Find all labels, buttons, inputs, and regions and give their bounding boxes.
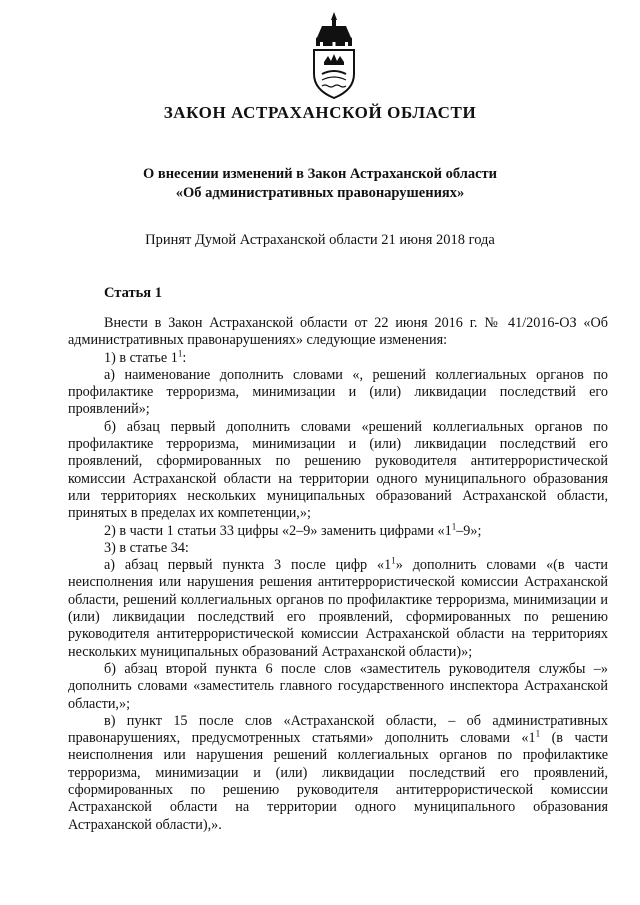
paragraph-text: » дополнить словами «(в части неисполнения или нарушения решения антитеррористической комиссии Астраханской области, решений коллегиальных органов по профилактике терроризма, минимизации и (или) ликвидации последствий его проявлений, сформированных по решению руководителя антитеррористической комиссии Астраханской области на территориях нескольких муниципальных образований Астраханской области)»;: [68, 557, 608, 660]
paragraph-text: а) наименование дополнить словами «, решений коллегиальных органов по профилактике терроризма, минимизации и (или) ликвидации последствий его проявлений»;: [68, 366, 608, 418]
body-paragraph: [68, 367, 608, 419]
body-paragraph: [68, 557, 608, 661]
paragraph-text: –9»;: [456, 522, 482, 539]
paragraph-text: (в части неисполнения или нарушения решений коллегиальных органов по профилактике терроризма, минимизации и (или) ликвидации последствий его проявлений, сформированных по решению руководителя антитеррористической комиссии Астраханской области на территории одного муниципального образования Астраханской области),».: [68, 730, 608, 833]
paragraph-text: 1) в статье 1: [104, 349, 178, 366]
adoption-note: Принят Думой Астраханской области 21 июня 2018 года: [145, 232, 495, 248]
superscript: 1: [535, 728, 541, 739]
paragraph-text: 2) в части 1 статьи 33 цифры «2–9» заменить цифрами «1: [104, 522, 452, 539]
body-paragraph: [68, 315, 608, 350]
paragraph-text: а) абзац первый пункта 3 после цифр «1: [104, 557, 392, 574]
body-paragraph: [68, 713, 608, 834]
paragraph-text: 3) в статье 34:: [104, 539, 189, 556]
paragraph-text: б) абзац второй пункта 6 после слов «заместитель руководителя службы –» дополнить словами «заместитель главного государственного инспектора Астраханской области,»;: [68, 660, 608, 712]
body-paragraph: [68, 520, 608, 540]
paragraph-text: :: [182, 349, 187, 366]
subtitle-line-2: «Об административных правонарушениях»: [175, 185, 465, 201]
superscript: 1: [177, 347, 183, 358]
paragraph-text: в) пункт 15 после слов «Астраханской области, – об административных правонарушениях, предусмотренных статьями» дополнить словами «1: [68, 712, 608, 747]
paragraph-text: б) абзац первый дополнить словами «решений коллегиальных органов по профилактике терроризма, минимизации и (или) ликвидации последствий его проявлений, сформированных по решению руководителя антитеррористической комиссии Астраханской области на территории одного муниципального образования или территориях нескольких муниципальных образований Астраханской области, принятых в пределах их компетенции,»;: [68, 418, 608, 522]
article-heading: Статья 1: [104, 285, 162, 301]
subtitle-line-1: О внесении изменений в Закон Астраханской области: [142, 166, 498, 182]
paragraph-text: Внести в Закон Астраханской области от 22 июня 2016 г. № 41/2016-ОЗ «Об административных правонарушениях» следующие изменения:: [68, 315, 608, 349]
article-body: [68, 315, 608, 834]
body-paragraph: [68, 661, 608, 713]
superscript: 1: [451, 520, 457, 531]
body-paragraph: [68, 540, 608, 557]
law-title: ЗАКОН АСТРАХАНСКОЙ ОБЛАСТИ: [163, 103, 477, 122]
body-paragraph: [68, 347, 608, 367]
law-subtitle: [0, 165, 640, 203]
superscript: 1: [391, 555, 396, 566]
body-paragraph: [68, 419, 608, 523]
coat-of-arms-icon: [308, 12, 360, 100]
